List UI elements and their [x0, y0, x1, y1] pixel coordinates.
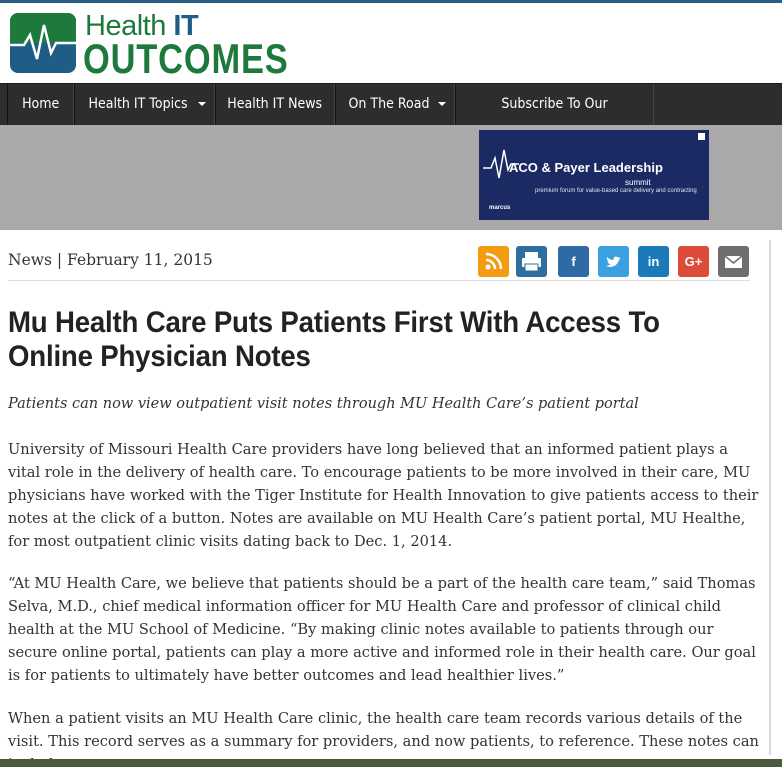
email-share-button[interactable] [718, 246, 749, 277]
facebook-share-button[interactable] [558, 246, 589, 277]
article-paragraph: “At MU Health Care, we believe that patients should be a part of the health care team,” said Thomas Selva, M.D., chief medical information officer for MU Health Care and professor of clinical child health at the MU School of Medicine. “By making clinic notes available to patients through our secure online portal, patients can play a more active and informed role in their health care. Our goal is for patients to ultimately have better outcomes and lead healthier lives.” [8, 575, 756, 684]
content-scrollbar-edge [769, 240, 771, 755]
linkedin-share-button[interactable] [638, 246, 669, 277]
ad-banner-area [0, 125, 782, 230]
article-paragraph: When a patient visits an MU Health Care clinic, the health care team records various details of the visit. This record serves as a summary for providers, and now patients, to reference. These notes can [8, 710, 759, 750]
linkedin-icon: in [647, 254, 660, 269]
ad-aco-payer-summit[interactable] [479, 130, 709, 220]
logo-wordmark-bottom: OUTCOMES [83, 35, 289, 82]
printer-icon [516, 246, 547, 277]
article-paragraph: University of Missouri Health Care providers have long believed that an informed patient plays a vital role in the delivery of health care. To encourage patients to be more involved in their care, MU physicians have worked with the Tiger Institute for Health Innovation to give patients access to their notes at the click of a button. Notes are available on MU Health Care’s patient portal, MU Healthe, for most outpatient clinic visits dating back to Dec. 1, 2014. [8, 441, 759, 550]
logo-wordmark-top: Health IT [85, 10, 199, 42]
nav-on-the-road[interactable]: On The Road [335, 84, 455, 125]
twitter-share-button[interactable] [598, 246, 629, 277]
footer-image-strip [0, 759, 782, 767]
article-title: Mu Health Care Puts Patients First With Access To Online Physician Notes [8, 306, 660, 373]
print-button[interactable] [516, 246, 547, 277]
nav-subscribe-newsletter[interactable]: Subscribe To Our [455, 84, 654, 125]
ad-subtitle: summit [625, 178, 651, 187]
article-meta: News | February 11, 2015 [8, 251, 213, 269]
article-category[interactable]: News [8, 251, 52, 269]
ad-tagline: premium forum for value-based care delivery and contracting [535, 188, 697, 194]
article-subtitle: Patients can now view outpatient visit notes through MU Health Care’s patient portal [8, 396, 639, 412]
rss-button[interactable] [478, 246, 509, 277]
article-content [0, 230, 782, 767]
logo-emblem [10, 13, 76, 73]
chevron-down-icon [438, 102, 446, 106]
rss-icon [478, 246, 509, 277]
nav-health-it-news[interactable]: Health IT News [215, 84, 335, 125]
googleplus-share-button[interactable] [678, 246, 709, 277]
site-logo[interactable] [10, 10, 300, 82]
envelope-icon [718, 246, 749, 277]
nav-home[interactable]: Home [7, 84, 74, 125]
article-date: February 11, 2015 [67, 251, 213, 269]
ad-close-icon[interactable] [698, 133, 705, 140]
chevron-down-icon [198, 102, 206, 106]
ad-brand: marcus [489, 205, 511, 211]
site-header [0, 3, 782, 83]
facebook-icon: f [571, 254, 576, 269]
meta-divider [8, 280, 750, 281]
main-navigation [0, 83, 782, 125]
ad-title: ACO & Payer Leadership [509, 160, 663, 175]
nav-health-it-topics[interactable]: Health IT Topics [74, 84, 215, 125]
googleplus-icon: G+ [684, 254, 703, 269]
twitter-icon [598, 246, 629, 277]
